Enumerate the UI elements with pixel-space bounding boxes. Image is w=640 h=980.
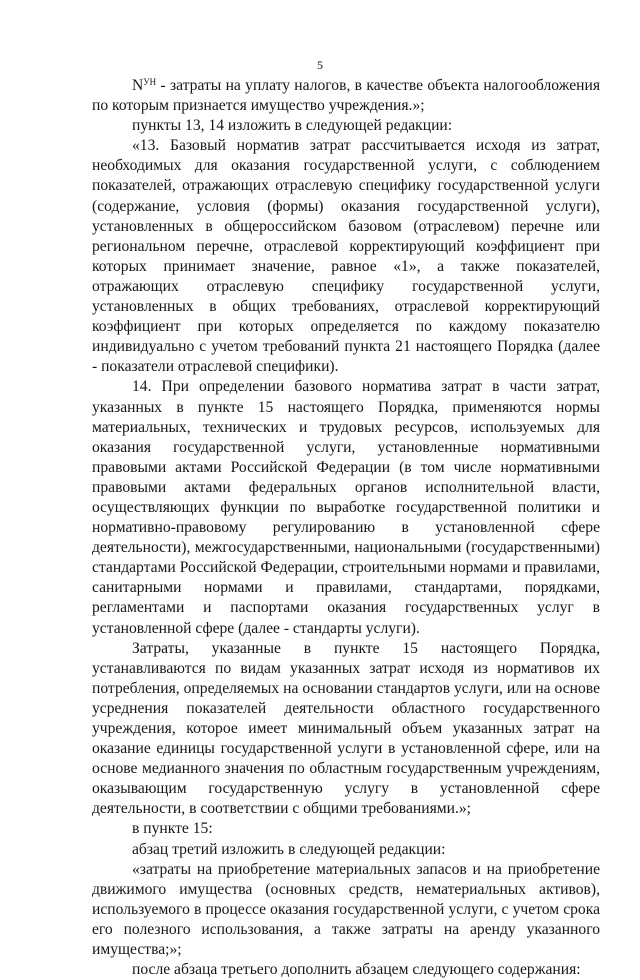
paragraph-point-14: 14. При определении базового норматива затрат в части затрат, указанных в пункте 15 настоящего Порядка, применяются нормы материальных, технических и трудовых ресурсов, используемых для оказания государственной услуги, установленные нормативными правовыми актами Российской Федерации (в том числе нормативными правовыми актами федеральных органов исполнительной власти, осуществляющих функции по выработке государственной политики и нормативно-правовому регулированию в установленной сфере деятельности), межгосударственными, национальными (государственными) стандартами Российской Федерации, строительными нормами и правилами, санитарными нормами и правилами, стандартами, порядками, регламентами и паспортами оказания государственных услуг в установленной сфере (далее - стандарты услуги). <box>92 378 600 637</box>
paragraph-costs-established: Затраты, указанные в пункте 15 настоящего Порядка, устанавливаются по видам указанных затрат исходя из нормативов их потребления, определяемых на основании стандартов услуги, или на основе усреднения показателей деятельности областного государственного учреждения, которое имеет минимальный объем указанных затрат на оказание единицы государственной услуги в установленной сфере, или на основе медианного значения по областным государственным учреждениям, оказывающим государственную услугу в установленной сфере деятельности, в соответствии с общими требованиями.»; <box>92 639 600 818</box>
tax-symbol-superscript: УН <box>143 77 157 87</box>
tax-symbol: N <box>132 77 144 94</box>
paragraph-third-subparagraph-intro: абзац третий изложить в следующей редакции: <box>132 840 446 858</box>
paragraph-material-costs: «затраты на приобретение материальных запасов и на приобретение движимого имущества (основных средств, нематериальных активов), используемого в процессе оказания государственной услуги, с учетом срока его полезного использования, а также затраты на аренду указанного имущества;»; <box>92 860 600 959</box>
paragraph-add-after-third: после абзаца третьего дополнить абзацем следующего содержания: <box>132 961 581 979</box>
page-number: 5 <box>317 58 323 72</box>
paragraph-points-13-14-intro: пункты 13, 14 изложить в следующей редакции: <box>132 117 453 135</box>
paragraph-tax-costs-definition <box>92 76 600 116</box>
paragraph-in-point-15: в пункте 15: <box>132 820 213 838</box>
document-body <box>92 76 600 980</box>
paragraph-point-13: «13. Базовый норматив затрат рассчитывается исходя из затрат, необходимых для оказания государственной услуги, с соблюдением показателей, отражающих отраслевую специфику государственной услуги (содержание, условия (формы) оказания государственной услуги), установленных в общероссийском базовом (отраслевом) перечне или региональном перечне, отраслевой корректирующий коэффициент при которых принимает значение, равное «1», а также показателей, отражающих отраслевую специфику государственной услуги, установленных в общих требованиях, отраслевой корректирующий коэффициент при которых определяется по каждому показателю индивидуально с учетом требований пункта 21 настоящего Порядка (далее - показатели отраслевой специфики). <box>92 137 600 376</box>
tax-costs-text: - затраты на уплату налогов, в качестве объекта налогообложения по которым признается имущество учреждения.»; <box>92 77 600 115</box>
